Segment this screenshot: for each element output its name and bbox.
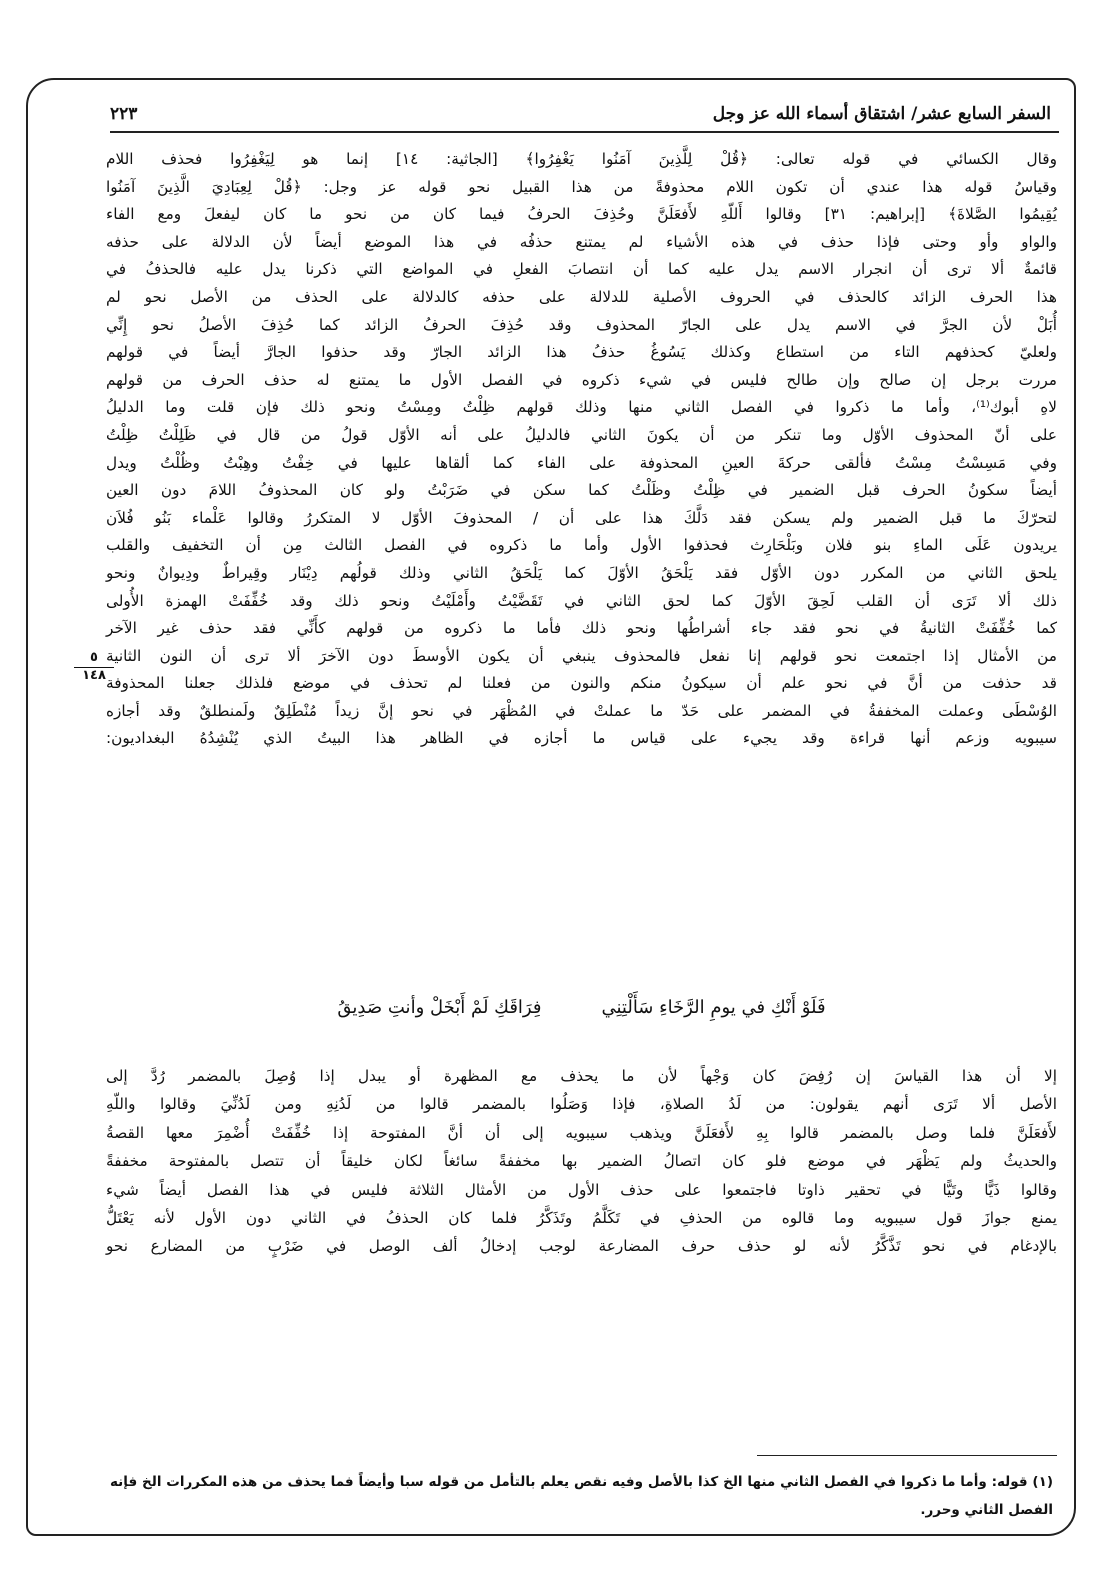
text-line: يلحق الثاني من المكرر دون الأوّل فقد يَلْحَقُ الأوّلَ كما يَلْحَقُ الثاني وذلك قولُهم دِيْنَار وقِيراطٌ ودِيوانٌ ونحو [106,563,1057,582]
text-line: يريدون عَلَى الماءِ بنو فلان وبَلْحَارِث فحذفوا الأول وأما ما ذكروه في الفصل الثالث مِن أن التخفيف والقلب [106,536,1057,555]
text-line: والحديثُ ولم يَظْهَر في موضع فلو كان اتصالُ الضمير بها مخففةً سائغاً لكان خليقاً أن تتصل بالمفتوحة مخففةً [106,1152,1057,1171]
text-line: لأَفعَلَنَّ فلما وصل بالمضمر قالوا بِهِ لأَفعَلَنَّ ويذهب سيبويه إلى أن أنَّ المفتوحة إذا خُفِّفَتْ أُضْمِرَ معها القصةُ [106,1123,1057,1142]
text-line: من الأمثال إذا اجتمعت نحو قولهم إنا نفعل فالمحذوف ينبغي أن يكون الأوسطَ دون الآخرَ ألا ترى أن النون الثانية [106,646,1057,665]
text-line: وفي مَسِسْتُ مِسْتُ فألقى حركةَ العينِ المحذوفة على الفاء كما ألقاها عليها في خِفْتُ وهِبْتُ وظُلْتُ ويدل [106,453,1057,472]
footnote: (١) قوله: وأما ما ذكروا في الفصل الثاني منها الخ كذا بالأصل وفيه نقص يعلم بالتأمل من قوله سبا وأيضاً فما يحذف من هذه المكررات الخ فإنه الفصل الثاني وحرر. [110,1474,1053,1518]
text-line: كما خُفِّفَتْ الثانيةُ في نحو فقد جاء أشراطُها ونحو ذلك فأما ما ذكروه من قولهم كأَنِّي فقد حذف غير الآخر [106,619,1057,638]
margin-ref-top: ٥ [74,650,114,668]
text-line: وقالوا ذَيًّا وتَيًّا في تحقير ذاوتا فاجتمعوا على حذف الأول من الأمثال الثلاثة فليس في هذا الفصل أيضاً شيء [106,1180,1057,1199]
text-line: لتحرّكَ ما قبل الضمير ولم يسكن فقد دَلَّكَ هذا على أن / المحذوفَ الأوّل لا المتكررُ وقالوا عَلْماء بَنُو فُلاَن [106,508,1057,527]
text-line: قد حذفت من أنَّ في نحو علم أن سيكونُ منكم والنون من فعلنا لم تحذف في موضع فلذلك جعلنا المحذوفة [106,674,1057,693]
text-line: أُبَلْ لأن الجرَّ في الاسم يدل على الجارّ المحذوف وقد حُذِفَ الحرفُ الزائد كما حُذِفَ الأصلُ نحو إِنِّي [106,315,1057,334]
text-line: وقياسُ قوله هذا عندي أن تكون اللام محذوفةً من هذا القبيل نحو قوله عز وجل: ﴿قُلْ لِعِبَادِيَ الَّذِينَ آمَنُوا [106,177,1057,196]
text-line: قائمةٌ ألا ترى أن انجرار الاسم يدل عليه كما أن انتصابَ الفعلِ في المواضع التي ذكرنا يدل عليه فالحذفُ في [106,260,1057,279]
running-header [110,94,1051,124]
text-line: إلا أن هذا القياسَ إن رُفِضَ كان وَجْهاً لأن ما يحذف مع المظهرة أو يبدل إذا وُصِلَ بالمضمر رُدَّ إلى [106,1067,1057,1085]
main-text-continued [106,1062,1057,1261]
footnote-rule [757,1455,1057,1456]
text-line: أيضاً سكونُ الحرف قبل الضمير في ظِلْتُ وظَلْتُ كما سكن في ضَرَبْتُ ولو كان المحذوفُ اللامَ دون العين [106,481,1057,500]
margin-reference [74,650,114,684]
text-line: والواو وأو وحتى فإذا حذف في هذه الأشياء لم يمتنع حذفُه في هذا الموضع أيضاً لأن الدلالة على حذفه [106,232,1057,251]
text-line: ولعليّ كحذفهم التاء من استطاع وكذلك يَسُوغُ حذفُ هذا الزائد الجارّ وقد حذفوا الجارَّ أيضاً في قولهم [106,343,1057,362]
text-line: يُقِيمُوا الصَّلاةَ﴾ [إبراهيم: ٣١] وقالوا أَللّهِ لأَفعَلَنَّ وحُذِفَ الحرفُ فيما كان من نحو ما كان ليفعلَ ومع الفاء [106,205,1057,224]
verse-first-hemistich: فَلَوْ أَنْكِ في يومِ الرَّخَاءِ سَأَلْتِنِي [601,997,826,1018]
page-number: ٢٢٣ [110,104,138,124]
text-line: سيبويه وزعم أنها قراءة وقد يجيء على قياس ما أجازه في الظاهر هذا البيتُ الذي يُنْشِدُهُ البغداديون: [106,729,1057,748]
text-line: بالإدغام في نحو تَذَّكَّرُ لأنه لو حذف حرف المضارعة لوجب إدخالُ ألف الوصل في ضَرْبٍ من المضارع نحو [106,1237,1057,1256]
text-line: وقال الكسائي في قوله تعالى: ﴿قُلْ لِلَّذِينَ آمَنُوا يَغْفِرُوا﴾ [الجاثية: ١٤] إنما هو لِيَغْفِرُوا فحذف اللام [106,150,1057,168]
text-line: لاهِ أبوك⁽¹⁾، وأما ما ذكروا في الفصل الثاني منها وذلك قولهم ظِلْتُ ومِسْتُ ونحو ذلك فإن قلت وما الدليلُ [106,398,1057,417]
text-line: الوُسْطَى وعملت المخففةُ في المضمر على حَدّ ما عملتْ في المُظْهَر في نحو إنَّ زيداً مُنْطَلِقٌ ولَمنطلقٌ وقد أجازه [106,701,1057,720]
running-title: السفر السابع عشر/ اشتقاق أسماء الله عز وجل [712,104,1051,124]
margin-ref-bottom: ١٤٨ [82,668,106,683]
text-line: يمنع جوازَ قول سيبويه وما قالوه من الحذفِ في تَكَلَّمُ وتَذَكَّرُ فلما كان الحذفُ في الثاني دون الأول لأنه يَعْتَلُّ [106,1209,1057,1228]
text-line: على أنّ المحذوف الأوّل وما تنكر من أن يكونَ الثاني فالدليلُ على أنه الأوّل قولُ من قال في ظَلِلْتُ ظِلْتُ [106,425,1057,444]
header-rule [110,131,1059,133]
text-line: الأصل ألا تَرَى أنهم يقولون: من لَدُ الصلاةِ، فإذا وَصَلُوا بالمضمر قالوا من لَدُنِهِ ومن لَدُنِّيَ وقالوا واللّهِ [106,1095,1057,1114]
main-text [106,146,1057,753]
verse-second-hemistich: فِرَاقَكِ لَمْ أَبْخَلْ وأنتِ صَدِيقُ [337,997,542,1018]
text-line: مررت برجل إن صالح وإن طالح فليس في شيء ذكروه في الفصل الأول ما يمتنع له حذف الحرف من قولهم [106,370,1057,389]
text-line: هذا الحرف الزائد كالحذف في الحروف الأصلية للدلالة على حذفه كالدلالة على الحذف من الأصل نحو لم [106,287,1057,306]
text-line: ذلك ألا تَرَى أن القلب لَحِقَ الأوّلَ كما لحق الثاني في تَقَضَّيْتُ وأَمْلَيْتُ ونحو ذلك وقد خُفِّفَتْ الهمزة الأُولى [106,591,1057,610]
